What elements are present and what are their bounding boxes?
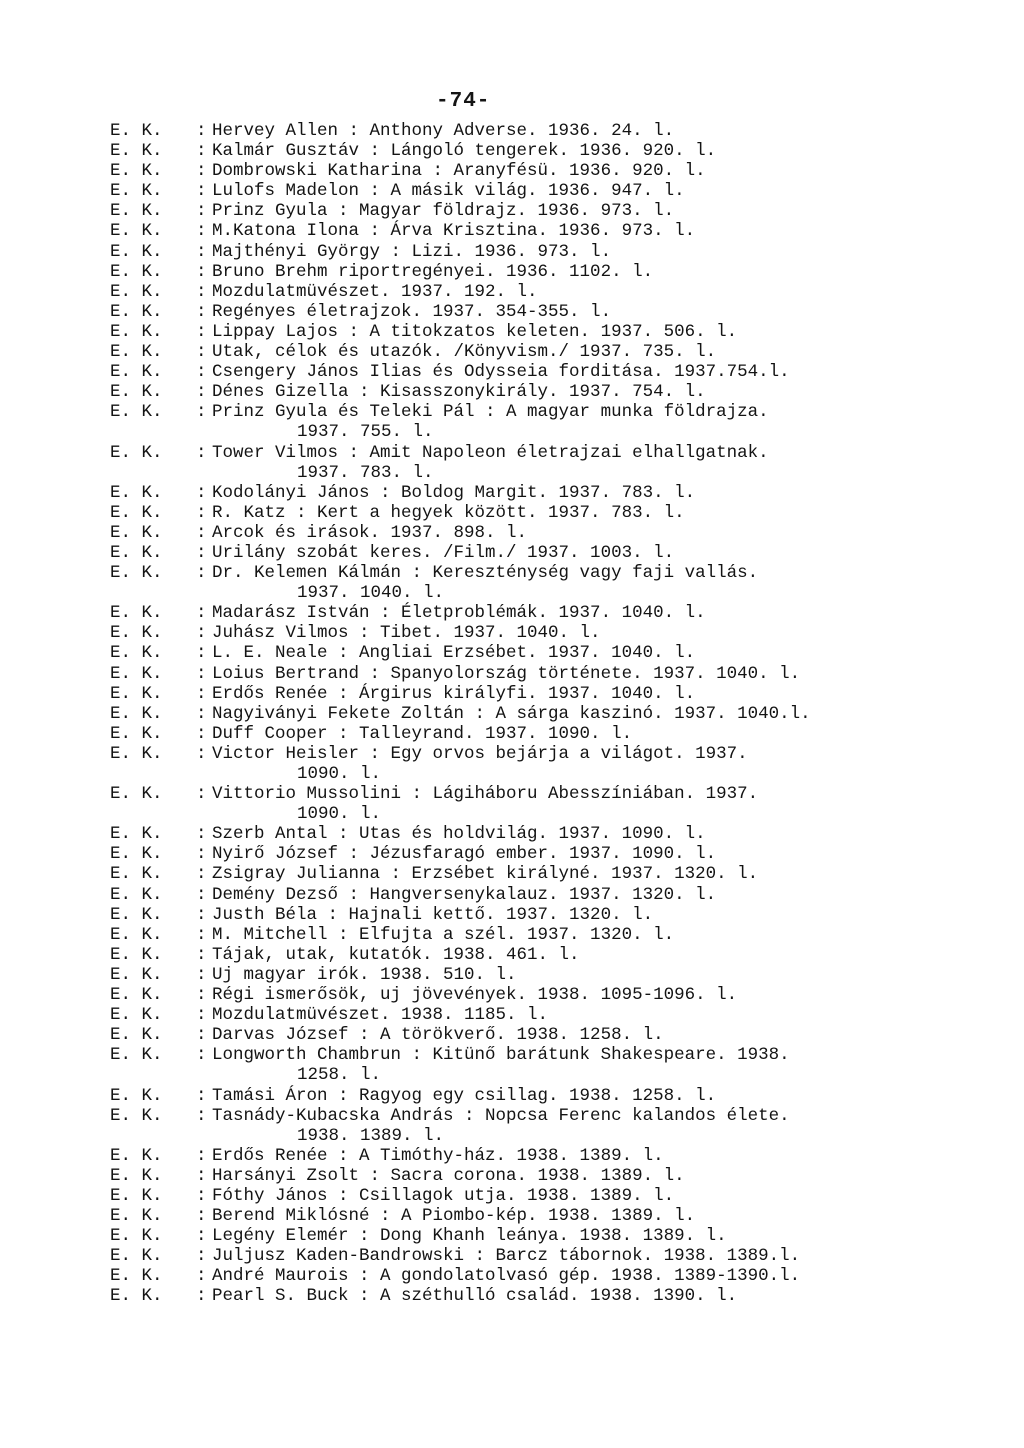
entry-separator: : — [196, 1085, 207, 1106]
entry-siglum: E. K. — [110, 1206, 163, 1227]
entry-separator: : — [196, 261, 207, 282]
bibliography-entry — [110, 141, 990, 161]
bibliography-entry — [110, 945, 990, 965]
entry-separator: : — [196, 342, 207, 363]
entry-text — [212, 985, 737, 1005]
entry-line: Fóthy János : Csillagok utja. 1938. 1389. l. — [212, 1185, 675, 1206]
entry-line: André Maurois : A gondolatolvasó gép. 1938. 1389-1390.l. — [212, 1266, 801, 1287]
entry-text — [212, 724, 632, 744]
entry-text — [212, 282, 538, 302]
entry-line: Bruno Brehm riportregényei. 1936. 1102. l. — [212, 261, 654, 282]
entry-line: Dr. Kelemen Kálmán : Kereszténység vagy faji vallás. — [212, 563, 759, 584]
entry-line: Szerb Antal : Utas és holdvilág. 1937. 1090. l. — [212, 824, 706, 845]
entry-continuation-line: 1937. 783. l. — [297, 462, 434, 483]
entry-text — [212, 161, 706, 181]
entry-siglum: E. K. — [110, 743, 163, 764]
entry-separator: : — [196, 844, 207, 865]
entry-text — [212, 684, 695, 704]
entry-separator: : — [196, 1266, 207, 1287]
bibliography-entry — [110, 864, 990, 884]
entry-siglum: E. K. — [110, 824, 163, 845]
entry-siglum: E. K. — [110, 261, 163, 282]
bibliography-entry — [110, 1005, 990, 1025]
entry-separator: : — [196, 1206, 207, 1227]
bibliography-entry — [110, 181, 990, 201]
entry-separator: : — [196, 1226, 207, 1247]
bibliography-entry — [110, 844, 990, 864]
entry-continuation-line: 1937. 755. l. — [297, 422, 434, 443]
entry-continuation-line: 1090. l. — [297, 764, 382, 784]
entry-line: Nagyiványi Fekete Zoltán : A sárga kaszinó. 1937. 1040.l. — [212, 703, 811, 724]
bibliography-entry — [110, 161, 990, 181]
entry-siglum: E. K. — [110, 1085, 163, 1106]
bibliography-entry — [110, 402, 990, 442]
entry-siglum: E. K. — [110, 723, 163, 744]
bibliography-entry — [110, 684, 990, 704]
entry-text — [212, 905, 653, 925]
entry-line: Juljusz Kaden-Bandrowski : Barcz tábornok. 1938. 1389.l. — [212, 1246, 801, 1267]
entry-separator: : — [196, 964, 207, 985]
entry-siglum: E. K. — [110, 161, 163, 182]
entry-separator: : — [196, 241, 207, 262]
entry-siglum: E. K. — [110, 201, 163, 222]
entry-siglum: E. K. — [110, 563, 163, 584]
entry-text — [212, 242, 611, 262]
entry-text — [212, 603, 706, 623]
bibliography-entry — [110, 1286, 990, 1306]
bibliography-entry — [110, 563, 990, 603]
entry-siglum: E. K. — [110, 1246, 163, 1267]
entry-continuation-line: 1938. 1389. l. — [297, 1125, 445, 1146]
entry-siglum: E. K. — [110, 784, 163, 805]
entry-line: Vittorio Mussolini : Lágiháboru Abesszíniában. 1937. — [212, 784, 759, 805]
entry-text — [212, 342, 716, 362]
entry-text — [212, 945, 580, 965]
entry-line: Kodolányi János : Boldog Margit. 1937. 783. l. — [212, 482, 696, 503]
entry-siglum: E. K. — [110, 964, 163, 985]
entry-separator: : — [196, 864, 207, 885]
entry-text — [212, 1106, 790, 1146]
entry-text — [212, 824, 706, 844]
entry-separator: : — [196, 221, 207, 242]
entry-line: Madarász István : Életproblémák. 1937. 1040. l. — [212, 603, 706, 624]
entry-continuation-line: 1258. l. — [297, 1065, 382, 1086]
bibliography-entry — [110, 503, 990, 523]
entry-siglum: E. K. — [110, 904, 163, 925]
entry-siglum: E. K. — [110, 1045, 163, 1066]
entry-siglum: E. K. — [110, 321, 163, 342]
entry-text — [212, 523, 527, 543]
entry-line: Utak, célok és utazók. /Könyvism./ 1937. 735. l. — [212, 342, 717, 363]
entry-line: Erdős Renée : Árgirus királyfi. 1937. 1040. l. — [212, 683, 696, 704]
entry-separator: : — [196, 201, 207, 222]
bibliography-entry — [110, 1146, 990, 1166]
entry-separator: : — [196, 161, 207, 182]
entry-separator: : — [196, 482, 207, 503]
bibliography-entry — [110, 543, 990, 563]
entry-siglum: E. K. — [110, 924, 163, 945]
entry-text — [212, 1086, 716, 1106]
entry-line: Juhász Vilmos : Tibet. 1937. 1040. l. — [212, 623, 601, 644]
bibliography-entry — [110, 1246, 990, 1266]
entry-text — [212, 965, 517, 985]
entry-line: Majthényi György : Lizi. 1936. 973. l. — [212, 241, 612, 262]
entry-siglum: E. K. — [110, 502, 163, 523]
bibliography-entry — [110, 664, 990, 684]
bibliography-entry — [110, 1206, 990, 1226]
bibliography-entry — [110, 1106, 990, 1146]
entry-line: Urilány szobát keres. /Film./ 1937. 1003. l. — [212, 542, 675, 563]
entry-line: L. E. Neale : Angliai Erzsébet. 1937. 1040. l. — [212, 643, 696, 664]
entry-siglum: E. K. — [110, 1165, 163, 1186]
entry-siglum: E. K. — [110, 985, 163, 1006]
entry-separator: : — [196, 904, 207, 925]
bibliography-entry — [110, 523, 990, 543]
bibliography-entry — [110, 302, 990, 322]
entry-siglum: E. K. — [110, 884, 163, 905]
entry-siglum: E. K. — [110, 683, 163, 704]
entry-siglum: E. K. — [110, 1025, 163, 1046]
entry-text — [212, 262, 653, 282]
entry-text — [212, 784, 758, 824]
entry-separator: : — [196, 683, 207, 704]
entry-line: Loius Bertrand : Spanyolország története. 1937. 1040. l. — [212, 663, 801, 684]
entry-siglum: E. K. — [110, 382, 163, 403]
entry-text — [212, 362, 790, 382]
entry-line: Nyirő József : Jézusfaragó ember. 1937. 1090. l. — [212, 844, 717, 865]
bibliography-entry — [110, 824, 990, 844]
bibliography-entry — [110, 643, 990, 663]
bibliography-entry — [110, 704, 990, 724]
entry-siglum: E. K. — [110, 1266, 163, 1287]
entry-separator: : — [196, 281, 207, 302]
entry-text — [212, 181, 685, 201]
entry-siglum: E. K. — [110, 703, 163, 724]
bibliography-entry — [110, 603, 990, 623]
entry-separator: : — [196, 824, 207, 845]
bibliography-entry — [110, 784, 990, 824]
entry-line: Prinz Gyula és Teleki Pál : A magyar munka földrajza. — [212, 402, 769, 423]
entry-separator: : — [196, 884, 207, 905]
entry-siglum: E. K. — [110, 1005, 163, 1026]
bibliography-entry — [110, 1186, 990, 1206]
entry-separator: : — [196, 502, 207, 523]
entry-separator: : — [196, 703, 207, 724]
entry-separator: : — [196, 321, 207, 342]
entry-line: Tasnády-Kubacska András : Nopcsa Ferenc kalandos élete. — [212, 1105, 790, 1126]
entry-siglum: E. K. — [110, 342, 163, 363]
bibliography-entry — [110, 201, 990, 221]
entry-line: M. Mitchell : Elfujta a szél. 1937. 1320. l. — [212, 924, 675, 945]
bibliography-entry — [110, 623, 990, 643]
bibliography-entry — [110, 342, 990, 362]
entry-siglum: E. K. — [110, 241, 163, 262]
entry-text — [212, 1166, 685, 1186]
entry-separator: : — [196, 603, 207, 624]
entry-siglum: E. K. — [110, 542, 163, 563]
entry-line: Darvas József : A törökverő. 1938. 1258. l. — [212, 1025, 664, 1046]
entry-text — [212, 1246, 800, 1266]
entry-line: Justh Béla : Hajnali kettő. 1937. 1320. l. — [212, 904, 654, 925]
entry-line: Uj magyar irók. 1938. 510. l. — [212, 964, 517, 985]
entry-line: Prinz Gyula : Magyar földrajz. 1936. 973. l. — [212, 201, 675, 222]
entry-siglum: E. K. — [110, 623, 163, 644]
entry-separator: : — [196, 382, 207, 403]
entry-text — [212, 925, 674, 945]
entry-siglum: E. K. — [110, 141, 163, 162]
entry-text — [212, 1186, 674, 1206]
entry-text — [212, 664, 800, 684]
entry-separator: : — [196, 1045, 207, 1066]
entry-text — [212, 563, 758, 603]
entry-separator: : — [196, 362, 207, 383]
entry-siglum: E. K. — [110, 1145, 163, 1166]
bibliography-entry — [110, 905, 990, 925]
entry-separator: : — [196, 121, 207, 141]
entry-text — [212, 302, 611, 322]
entry-separator: : — [196, 1005, 207, 1026]
entry-separator: : — [196, 623, 207, 644]
entry-line: Tower Vilmos : Amit Napoleon életrajzai elhallgatnak. — [212, 442, 769, 463]
bibliography-entry — [110, 1045, 990, 1085]
entry-line: R. Katz : Kert a hegyek között. 1937. 783. l. — [212, 502, 685, 523]
entry-siglum: E. K. — [110, 864, 163, 885]
entry-siglum: E. K. — [110, 1286, 163, 1307]
entry-separator: : — [196, 1145, 207, 1166]
entry-separator: : — [196, 1185, 207, 1206]
bibliography-entry — [110, 1266, 990, 1286]
entry-text — [212, 1226, 727, 1246]
entry-separator: : — [196, 985, 207, 1006]
entry-line: Longworth Chambrun : Kitünő barátunk Shakespeare. 1938. — [212, 1045, 790, 1066]
entry-siglum: E. K. — [110, 402, 163, 423]
entry-separator: : — [196, 181, 207, 202]
entry-siglum: E. K. — [110, 603, 163, 624]
bibliography-entry — [110, 121, 990, 141]
entry-text — [212, 322, 737, 342]
entry-text — [212, 483, 695, 503]
bibliography-entry — [110, 282, 990, 302]
entry-separator: : — [196, 1165, 207, 1186]
entry-siglum: E. K. — [110, 482, 163, 503]
bibliography-entry — [110, 885, 990, 905]
entry-separator: : — [196, 1105, 207, 1126]
bibliography-entry — [110, 965, 990, 985]
bibliography-entry — [110, 744, 990, 784]
entry-line: Mozdulatmüvészet. 1937. 192. l. — [212, 281, 538, 302]
entry-siglum: E. K. — [110, 362, 163, 383]
entry-text — [212, 704, 811, 724]
entry-line: Dénes Gizella : Kisasszonykirály. 1937. 754. l. — [212, 382, 706, 403]
bibliography-entry — [110, 1025, 990, 1045]
entry-line: Legény Elemér : Dong Khanh leánya. 1938. 1389. l. — [212, 1226, 727, 1247]
entry-text — [212, 543, 674, 563]
entry-separator: : — [196, 643, 207, 664]
entry-separator: : — [196, 141, 207, 162]
bibliography-entry — [110, 925, 990, 945]
entry-separator: : — [196, 522, 207, 543]
entry-text — [212, 1005, 548, 1025]
bibliography-entry — [110, 443, 990, 483]
entry-line: Regényes életrajzok. 1937. 354-355. l. — [212, 301, 612, 322]
entry-siglum: E. K. — [110, 663, 163, 684]
entry-separator: : — [196, 563, 207, 584]
entry-siglum: E. K. — [110, 301, 163, 322]
entry-line: Csengery János Ilias és Odysseia forditása. 1937.754.l. — [212, 362, 790, 383]
entry-line: Tájak, utak, kutatók. 1938. 461. l. — [212, 944, 580, 965]
entry-siglum: E. K. — [110, 221, 163, 242]
entry-line: Demény Dezső : Hangversenykalauz. 1937. 1320. l. — [212, 884, 717, 905]
entry-continuation-line: 1090. l. — [297, 804, 382, 825]
entry-separator: : — [196, 944, 207, 965]
bibliography-entry — [110, 322, 990, 342]
bibliography-entry — [110, 382, 990, 402]
entry-text — [212, 1266, 800, 1286]
entry-text — [212, 121, 674, 141]
entry-text — [212, 864, 758, 884]
entry-text — [212, 1206, 695, 1226]
bibliography-entry — [110, 1086, 990, 1106]
entry-separator: : — [196, 663, 207, 684]
entry-text — [212, 1286, 737, 1306]
entry-siglum: E. K. — [110, 281, 163, 302]
entry-line: Pearl S. Buck : A széthulló család. 1938. 1390. l. — [212, 1286, 738, 1307]
entry-separator: : — [196, 402, 207, 423]
bibliography-entry — [110, 1166, 990, 1186]
entry-text — [212, 643, 695, 663]
entry-text — [212, 1025, 664, 1045]
entry-siglum: E. K. — [110, 1185, 163, 1206]
page-number: -74- — [436, 90, 491, 113]
entry-line: Berend Miklósné : A Piombo-kép. 1938. 1389. l. — [212, 1206, 696, 1227]
entry-line: Zsigray Julianna : Erzsébet királyné. 1937. 1320. l. — [212, 864, 759, 885]
entry-continuation-line: 1937. 1040. l. — [297, 583, 445, 604]
entry-separator: : — [196, 784, 207, 805]
entry-text — [212, 221, 695, 241]
entry-text — [212, 1045, 790, 1085]
bibliography-entry — [110, 242, 990, 262]
entry-line: Kalmár Gusztáv : Lángoló tengerek. 1936. 920. l. — [212, 141, 717, 162]
bibliography-entry — [110, 221, 990, 241]
entry-separator: : — [196, 301, 207, 322]
entry-separator: : — [196, 1286, 207, 1307]
entry-line: Dombrowski Katharina : Aranyfésü. 1936. 920. l. — [212, 161, 706, 182]
entry-text — [212, 201, 674, 221]
entry-separator: : — [196, 743, 207, 764]
entry-siglum: E. K. — [110, 643, 163, 664]
entry-siglum: E. K. — [110, 944, 163, 965]
entry-line: Lippay Lajos : A titokzatos keleten. 1937. 506. l. — [212, 321, 738, 342]
entry-line: Harsányi Zsolt : Sacra corona. 1938. 1389. l. — [212, 1165, 685, 1186]
entry-line: Hervey Allen : Anthony Adverse. 1936. 24. l. — [212, 121, 675, 141]
entry-line: Régi ismerősök, uj jövevények. 1938. 1095-1096. l. — [212, 985, 738, 1006]
bibliography-list — [110, 121, 990, 1307]
entry-text — [212, 382, 706, 402]
entry-separator: : — [196, 442, 207, 463]
entry-siglum: E. K. — [110, 844, 163, 865]
bibliography-entry — [110, 724, 990, 744]
entry-siglum: E. K. — [110, 522, 163, 543]
entry-separator: : — [196, 924, 207, 945]
entry-line: Duff Cooper : Talleyrand. 1937. 1090. l. — [212, 723, 633, 744]
entry-line: Lulofs Madelon : A másik világ. 1936. 947. l. — [212, 181, 685, 202]
entry-separator: : — [196, 542, 207, 563]
bibliography-entry — [110, 1226, 990, 1246]
entry-line: Arcok és irások. 1937. 898. l. — [212, 522, 528, 543]
entry-siglum: E. K. — [110, 442, 163, 463]
bibliography-entry — [110, 483, 990, 503]
entry-line: M.Katona Ilona : Árva Krisztina. 1936. 973. l. — [212, 221, 696, 242]
entry-text — [212, 402, 769, 442]
bibliography-entry — [110, 985, 990, 1005]
entry-siglum: E. K. — [110, 181, 163, 202]
entry-text — [212, 1146, 664, 1166]
bibliography-entry — [110, 262, 990, 282]
entry-text — [212, 844, 716, 864]
entry-text — [212, 141, 716, 161]
bibliography-entry — [110, 362, 990, 382]
entry-line: Erdős Renée : A Timóthy-ház. 1938. 1389. l. — [212, 1145, 664, 1166]
entry-text — [212, 885, 716, 905]
entry-siglum: E. K. — [110, 1226, 163, 1247]
entry-separator: : — [196, 723, 207, 744]
entry-line: Tamási Áron : Ragyog egy csillag. 1938. 1258. l. — [212, 1085, 717, 1106]
entry-text — [212, 623, 601, 643]
entry-line: Victor Heisler : Egy orvos bejárja a világot. 1937. — [212, 743, 748, 764]
entry-text — [212, 744, 748, 784]
entry-separator: : — [196, 1025, 207, 1046]
entry-line: Mozdulatmüvészet. 1938. 1185. l. — [212, 1005, 549, 1026]
entry-text — [212, 443, 769, 483]
entry-separator: : — [196, 1246, 207, 1267]
entry-text — [212, 503, 685, 523]
entry-siglum: E. K. — [110, 121, 163, 141]
entry-siglum: E. K. — [110, 1105, 163, 1126]
